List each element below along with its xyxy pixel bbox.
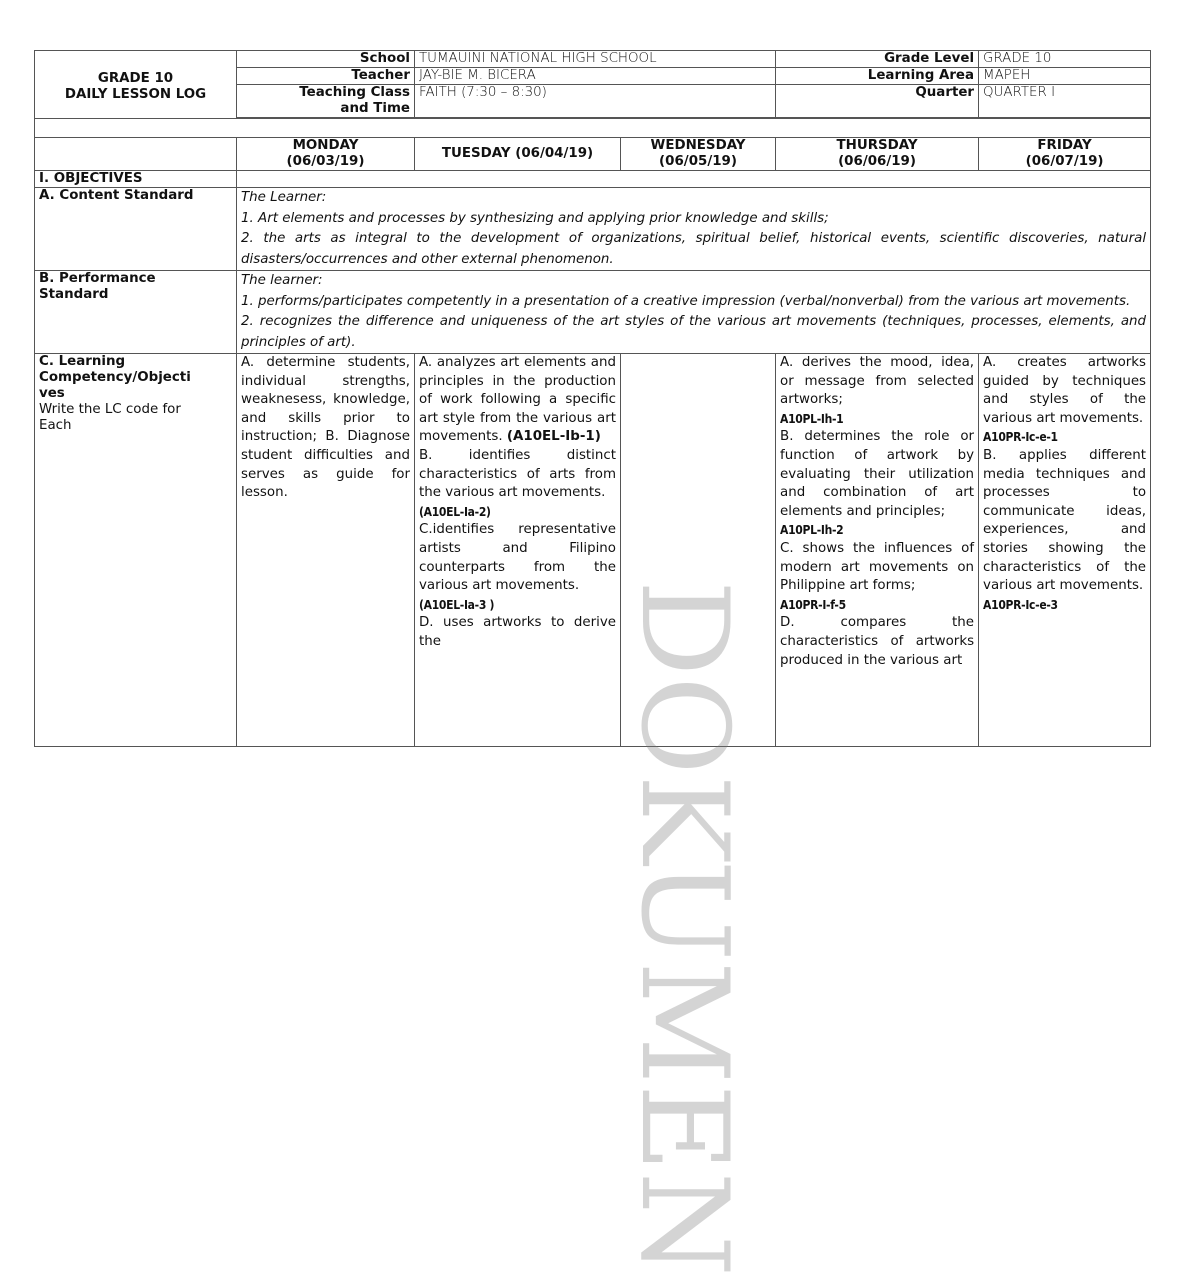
teacher-value: JAY-BIE M. BICERA xyxy=(415,68,776,85)
header-row-school xyxy=(35,51,1151,68)
tuesday-competency: A. analyzes art elements and principles in the production of work following a specific art style from the various art movements. (A10EL-Ib-1) B. identifies distinct characteristics of arts from the various art movements. (A10EL-Ia-2) C.identifies representative artists and Filipino counterparts from the various art movements. (A10EL-Ia-3 ) D. uses artworks to derive the xyxy=(415,354,621,747)
thursday-competency: A. derives the mood, idea, or message from selected artworks; A10PL-Ih-1 B. determines the role or function of artwork by evaluating their utilization and combination of art elements and principles; A10PL-Ih-2 C. shows the influences of modern art movements on Philippine art forms; A10PR-I-f-5 D. compares the characteristics of artworks produced in the various art xyxy=(776,354,979,747)
grade-level-value: GRADE 10 xyxy=(979,51,1151,68)
day-friday: FRIDAY (06/07/19) xyxy=(979,138,1151,171)
learning-competency-label: C. Learning Competency/Objecti ves Write the LC code for Each xyxy=(35,354,237,747)
quarter-value: QUARTER I xyxy=(979,85,1151,118)
quarter-label: Quarter xyxy=(776,85,979,118)
learning-competency-row xyxy=(35,354,1151,747)
content-standard-row xyxy=(35,188,1151,271)
objectives-heading: I. OBJECTIVES xyxy=(35,171,237,188)
day-wednesday: WEDNESDAY (06/05/19) xyxy=(621,138,776,171)
performance-standard-text: The learner: 1. performs/participates competently in a presentation of a creative impression (verbal/nonverbal) from the various art movements. 2. recognizes the difference and uniqueness of the art styles of the various art movements (techniques, processes, elements, and principles of art). xyxy=(237,271,1151,354)
monday-competency: A. determine students, individual strengths, weaknesess, knowledge, and skills prior to instruction; B. Diagnose student difficulties and serves as guide for lesson. xyxy=(237,354,415,747)
day-monday: MONDAY (06/03/19) xyxy=(237,138,415,171)
objectives-row xyxy=(35,171,1151,188)
spacer-row xyxy=(35,119,1151,138)
log-title: GRADE 10 DAILY LESSON LOG xyxy=(35,51,237,119)
teaching-class-value: FAITH (7:30 – 8:30) xyxy=(415,85,776,118)
teaching-class-label: Teaching Class and Time xyxy=(237,85,415,118)
lesson-log-sheet xyxy=(34,50,1150,747)
performance-standard-row xyxy=(35,271,1151,354)
friday-competency: A. creates artworks guided by techniques and styles of the various art movements. A10PR-Ic-e-1 B. applies different media techniques and processes to communicate ideas, experiences, and stories showing the characteristics of the various art movements. A10PR-Ic-e-3 xyxy=(979,354,1151,747)
teacher-label: Teacher xyxy=(237,68,415,85)
grade-level-label: Grade Level xyxy=(776,51,979,68)
day-tuesday: TUESDAY (06/04/19) xyxy=(415,138,621,171)
watermark: DOKUMEN xyxy=(614,580,753,1277)
performance-standard-label: B. Performance Standard xyxy=(35,271,237,354)
day-header-row xyxy=(35,138,1151,171)
school-value: TUMAUINI NATIONAL HIGH SCHOOL xyxy=(415,51,776,68)
content-standard-label: A. Content Standard xyxy=(35,188,237,271)
school-label: School xyxy=(237,51,415,68)
learning-area-value: MAPEH xyxy=(979,68,1151,85)
learning-area-label: Learning Area xyxy=(776,68,979,85)
day-thursday: THURSDAY (06/06/19) xyxy=(776,138,979,171)
lesson-log-table xyxy=(34,50,1151,747)
content-standard-text: The Learner: 1. Art elements and processes by synthesizing and applying prior knowledge and skills; 2. the arts as integral to the development of organizations, spiritual belief, historical events, scientific discoveries, natural disasters/occurrences and other external phenomenon. xyxy=(237,188,1151,271)
wednesday-competency xyxy=(621,354,776,747)
